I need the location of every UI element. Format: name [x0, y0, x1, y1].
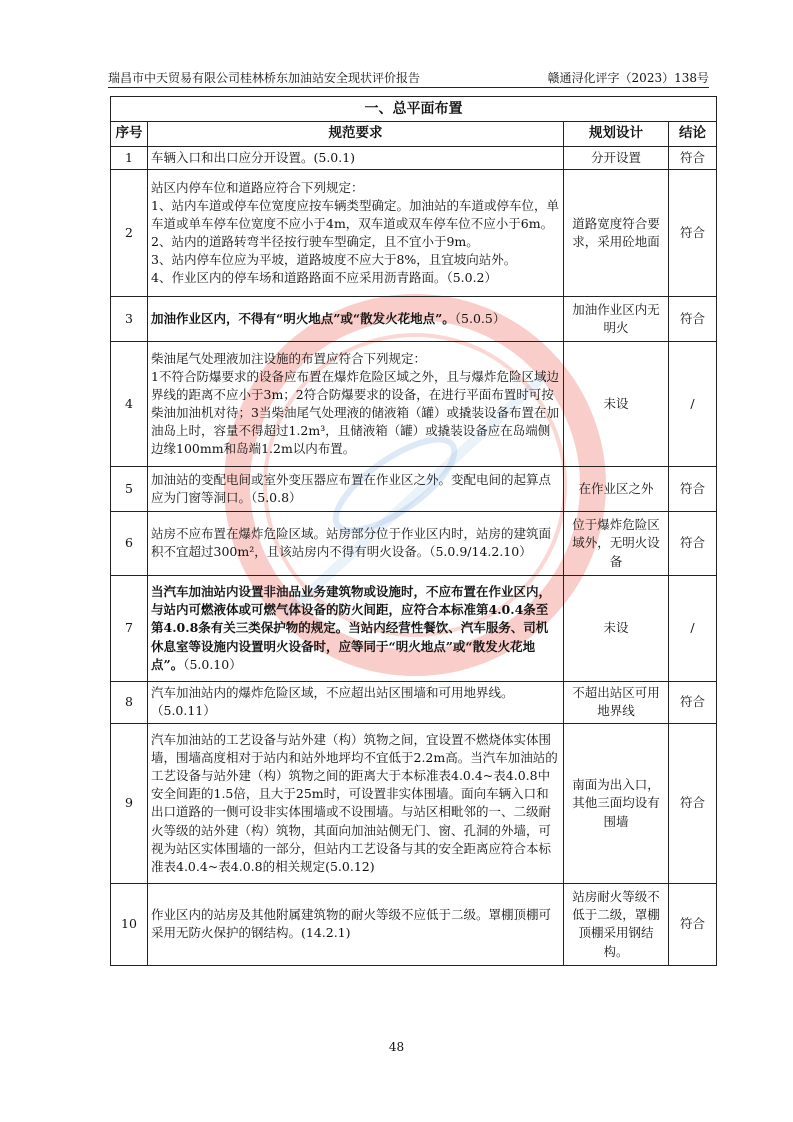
row-conclusion: 符合 — [669, 466, 717, 511]
requirement-line: 2、站内的道路转弯半径按行驶车型确定，且不宜小于9m。 — [151, 233, 479, 249]
row-number: 5 — [111, 466, 148, 511]
requirement-line: 站房不应布置在爆炸危险区域。站房部分位于作业区内时，站房的建筑面积不宜超过300m²，且该站房内不得有明火设备。（5.0.9/14.2.10） — [151, 526, 552, 560]
requirement-line: 车辆入口和出口应分开设置。(5.0.1) — [151, 149, 356, 165]
row-number: 7 — [111, 575, 148, 681]
requirement-line: 1不符合防爆要求的设备应布置在爆炸危险区域之外，且与爆炸危险区域边界线的距离不应小于3m；2符合防爆要求的设备，在进行平面布置时可按柴油加油机对待；3当柴油尾气处理液的储液箱（罐）或撬装设备布置在加油岛上时，容量不得超过1.2m³，且储液箱（罐）或撬装设备应在岛端侧边缘100mm和岛端1.2m以内布置。 — [151, 368, 559, 457]
row-number: 2 — [111, 169, 148, 296]
layout-evaluation-table — [110, 96, 717, 966]
table-row — [111, 169, 717, 296]
requirement-line: 3、站内停车位应为平坡，道路坡度不应大于8%，且宜坡向站外。 — [151, 252, 517, 268]
table-row — [111, 511, 717, 575]
row-requirement — [148, 146, 564, 169]
requirement-line: 作业区内的站房及其他附属建筑物的耐火等级不应低于二级。罩棚顶棚可采用无防火保护的钢结构。(14.2.1) — [151, 907, 552, 941]
column-header-requirement: 规范要求 — [148, 122, 564, 147]
row-requirement — [148, 575, 564, 681]
table-row — [111, 466, 717, 511]
row-design: 加油作业区内无明火 — [564, 296, 669, 341]
table-row — [111, 723, 717, 883]
row-design: 站房耐火等级不低于二级，罩棚顶棚采用钢结构。 — [564, 883, 669, 965]
column-header-design: 规划设计 — [564, 122, 669, 147]
row-design: 不超出站区可用地界线 — [564, 681, 669, 723]
row-requirement — [148, 466, 564, 511]
row-requirement — [148, 169, 564, 296]
row-number: 10 — [111, 883, 148, 965]
row-requirement — [148, 511, 564, 575]
row-design: 在作业区之外 — [564, 466, 669, 511]
row-requirement — [148, 723, 564, 883]
report-number: 赣通浔化评字（2023）138号 — [547, 71, 709, 85]
row-requirement — [148, 341, 564, 466]
row-conclusion: 符合 — [669, 169, 717, 296]
table-row — [111, 341, 717, 466]
row-design: 位于爆炸危险区域外，无明火设备 — [564, 511, 669, 575]
table-row — [111, 883, 717, 965]
row-design: 未设 — [564, 575, 669, 681]
requirement-line: 汽车加油站的工艺设备与站外建（构）筑物之间，宜设置不燃烧体实体围墙，围墙高度相对于站内和站外地坪均不宜低于2.2m高。当汽车加油站的工艺设备与站外建（构）筑物之间的距离大于本标准表4.0.4~表4.0.8中安全间距的1.5倍，且大于25m时，可设置非实体围墙。面向车辆入口和出口道路的一侧可设非实体围墙或不设围墙。与站区相毗邻的一、二级耐火等级的站外建（构）筑物，其面向加油站侧无门、窗、孔洞的外墙，可视为站区实体围墙的一部分，但站内工艺设备与其的安全距离应符合本标准表4.0.4~表4.0.8的相关规定(5.0.12) — [151, 731, 558, 874]
row-design: 分开设置 — [564, 146, 669, 169]
requirement-line: 站区内停车位和道路应符合下列规定： — [151, 179, 364, 195]
row-design: 道路宽度符合要求，采用砼地面 — [564, 169, 669, 296]
requirement-line: 4、作业区内的停车场和道路路面不应采用沥青路面。（5.0.2） — [151, 270, 498, 286]
row-conclusion: 符合 — [669, 723, 717, 883]
row-design: 南面为出入口，其他三面均设有围墙 — [564, 723, 669, 883]
requirement-clause: （5.0.10） — [183, 656, 242, 672]
row-conclusion: / — [669, 575, 717, 681]
row-number: 9 — [111, 723, 148, 883]
row-conclusion: / — [669, 341, 717, 466]
row-number: 1 — [111, 146, 148, 169]
row-conclusion: 符合 — [669, 681, 717, 723]
column-header-conclusion: 结论 — [669, 122, 717, 147]
row-conclusion: 符合 — [669, 296, 717, 341]
requirement-clause: （5.0.5） — [454, 310, 506, 326]
row-requirement — [148, 883, 564, 965]
row-number: 3 — [111, 296, 148, 341]
requirement-bold-text: 当汽车加油站内设置非油品业务建筑物或设施时，不应布置在作业区内，与站内可燃液体或可燃气体设备的防火间距，应符合本标准第4.0.4条至第4.0.8条有关三类保护物的规定。当站内经营性餐饮、汽车服务、司机休息室等设施内设置明火设备时，应等同于“明火地点”或“散发火花地点”。 — [151, 584, 552, 672]
column-header-num: 序号 — [111, 122, 148, 147]
table-row — [111, 681, 717, 723]
row-conclusion: 符合 — [669, 511, 717, 575]
page-number: 48 — [388, 1040, 405, 1054]
row-requirement — [148, 681, 564, 723]
table-row — [111, 575, 717, 681]
report-title: 瑞昌市中天贸易有限公司桂林桥东加油站安全现状评价报告 — [108, 71, 421, 85]
row-conclusion: 符合 — [669, 146, 717, 169]
row-number: 8 — [111, 681, 148, 723]
row-design: 未设 — [564, 341, 669, 466]
requirement-line: 1、站内车道或停车位宽度应按车辆类型确定。加油站的车道或停车位，单车道或单车停车位宽度不应小于4m，双车道或双车停车位不应小于6m。 — [151, 197, 559, 231]
row-number: 4 — [111, 341, 148, 466]
row-conclusion: 符合 — [669, 883, 717, 965]
row-requirement — [148, 296, 564, 341]
requirement-bold-text: 加油作业区内，不得有“明火地点”或“散发火花地点”。 — [151, 310, 455, 326]
table-row — [111, 146, 717, 169]
table-row — [111, 296, 717, 341]
section-title: 一、总平面布置 — [111, 97, 717, 122]
page-header — [108, 67, 709, 88]
requirement-line: 汽车加油站内的爆炸危险区域，不应超出站区围墙和可用地界线。（5.0.11） — [151, 685, 514, 719]
row-number: 6 — [111, 511, 148, 575]
requirement-line: 柴油尾气处理液加注设施的布置应符合下列规定： — [151, 350, 427, 366]
requirement-line: 加油站的变配电间或室外变压器应布置在作业区之外。变配电间的起算点应为门窗等洞口。（5.0.8） — [151, 471, 552, 505]
